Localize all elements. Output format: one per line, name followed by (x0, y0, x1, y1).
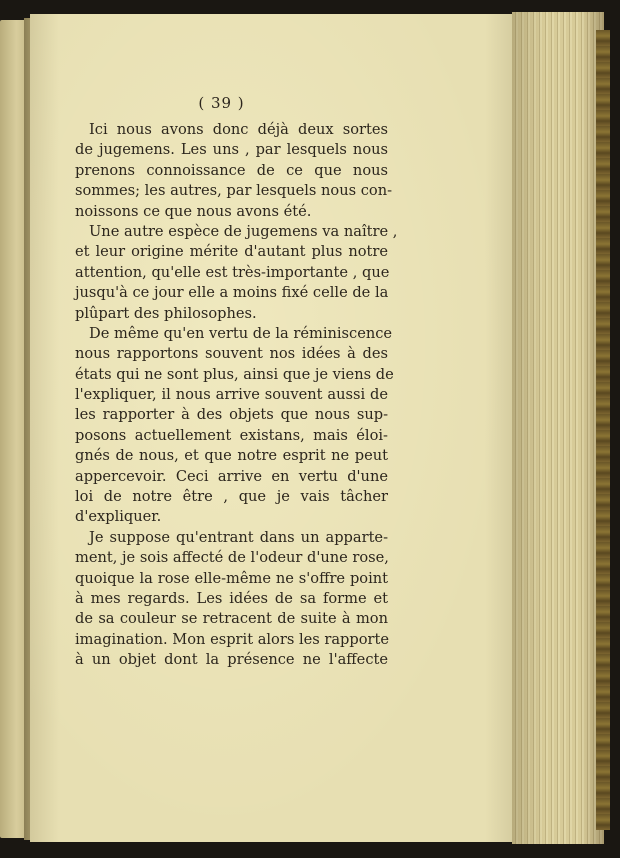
marbled-cover (596, 30, 610, 830)
text-line: ment, je sois affecté de l'odeur d'une rose, (75, 549, 389, 567)
text-line: à mes regards. Les idées de sa forme et (75, 589, 388, 607)
paragraph-lines (75, 120, 398, 671)
text-line: Une autre espèce de jugemens va naître , (89, 222, 398, 240)
text-line: de jugemens. Les uns , par lesquels nous (75, 141, 388, 159)
text-line: l'expliquer, il nous arrive souvent aussi de (75, 386, 388, 404)
text-line: attention, qu'elle est très-importante , que (75, 263, 390, 281)
text-line: appercevoir. Ceci arrive en vertu d'une (75, 467, 388, 485)
text-line: prenons connoissance de ce que nous (75, 161, 388, 179)
text-line: noissons ce que nous avons été. (75, 202, 312, 220)
text-line: les rapporter à des objets que nous sup- (75, 406, 388, 424)
text-line: nous rapportons souvent nos idées à des (75, 345, 388, 363)
text-line: gnés de nous, et que notre esprit ne peut (75, 447, 388, 465)
text-line: jusqu'à ce jour elle a moins fixé celle de la (75, 284, 389, 302)
text-line: de sa couleur se retracent de suite à mon (75, 610, 388, 628)
text-line: plûpart des philosophes. (75, 304, 257, 322)
text-line: Ici nous avons donc déjà deux sortes (89, 121, 388, 138)
text-line: loi de notre être , que je vais tâcher (75, 488, 388, 506)
text-line: sommes; les autres, par lesquels nous con- (75, 182, 393, 200)
text-line: à un objet dont la présence ne l'affecte (75, 651, 388, 669)
page-number: ( 39 ) (198, 94, 245, 112)
text-line: quoique la rose elle-même ne s'offre point (75, 569, 388, 587)
text-line: et leur origine mérite d'autant plus notre (75, 243, 388, 261)
text-line: Je suppose qu'entrant dans un apparte- (89, 528, 388, 546)
body-text (75, 94, 398, 671)
text-line: d'expliquer. (75, 508, 162, 526)
text-line: états qui ne sont plus, ainsi que je viens de (75, 365, 394, 383)
text-line: imagination. Mon esprit alors les rapporte (75, 630, 390, 648)
text-line: De même qu'en vertu de la réminiscence (89, 324, 393, 342)
page-edges (512, 12, 604, 844)
text-line: posons actuellement existans, mais éloi- (75, 426, 388, 444)
